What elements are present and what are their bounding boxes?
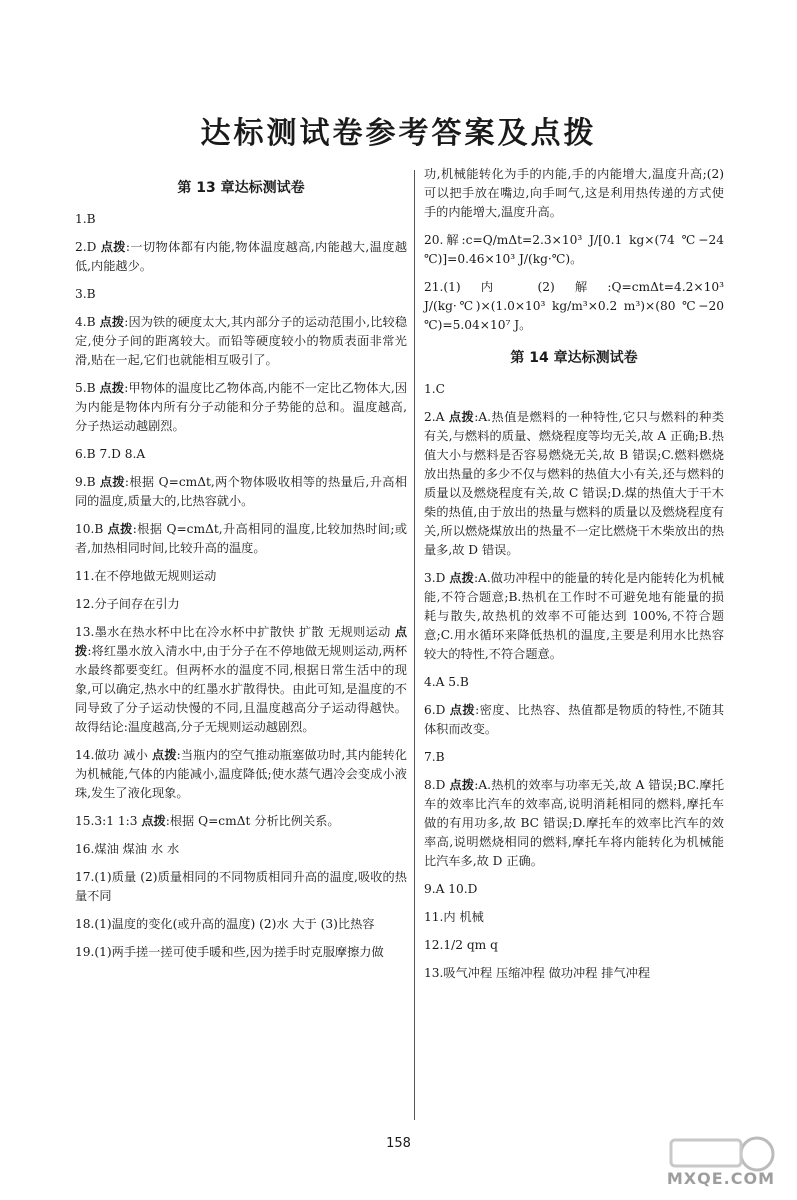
answer-item: [75, 943, 407, 962]
right-column: [424, 165, 724, 992]
answer-text: :密度、比热容、热值都是物质的特性,不随其体积而改变。: [424, 703, 725, 736]
answer-number: 18.(1)温度的变化(或升高的温度) (2)水 大于 (3)比热容: [75, 917, 375, 931]
continuation-text: 功,机械能转化为手的内能,手的内能增大,温度升高;(2)可以把手放在嘴边,向手呵气,这是利用热传递的方式使手的内能增大,温度升高。: [424, 167, 724, 219]
answer-item: [75, 445, 407, 464]
hint-label: 点拨: [448, 410, 475, 424]
answer-number: 6.D: [424, 703, 446, 717]
answer-item: [75, 567, 407, 586]
answer-text: 解:c=Q/mΔt=2.3×10³ J/[0.1 kg×(74 ℃−24 ℃)]=0.46×10³ J/(kg·℃)。: [424, 233, 724, 266]
answer-item: [75, 840, 407, 859]
answer-item: [424, 278, 724, 335]
answer-number: 17.(1)质量 (2)质量相同的不同物质相同升高的温度,吸收的热量不同: [75, 870, 407, 903]
answer-item: [75, 746, 407, 803]
answer-item: [424, 380, 724, 399]
answer-number: 11.在不停地做无规则运动: [75, 569, 217, 583]
answer-number: 12.分子间存在引力: [75, 597, 180, 611]
answer-number: 3.B: [75, 287, 96, 301]
answer-number: 4.A 5.B: [424, 675, 469, 689]
answer-number: 2.D: [75, 240, 97, 254]
answer-text: :甲物体的温度比乙物体高,内能不一定比乙物体大,因为内能是物体内所有分子动能和分子势能的总和。温度越高,分子热运动越剧烈。: [75, 381, 408, 433]
answer-text: :根据 Q=cmΔt,升高相同的温度,比较加热时间;或者,加热相同时间,比较升高的温度。: [75, 522, 408, 555]
page-title: 达标测试卷参考答案及点拨: [200, 116, 597, 151]
answer-item: [75, 868, 407, 906]
watermark-text: MXQE.COM: [666, 1169, 775, 1188]
answer-item: [424, 231, 724, 269]
hint-label: 点拨: [151, 748, 177, 762]
watermark-logo: [661, 1132, 781, 1192]
answer-text: :一切物体都有内能,物体温度越高,内能越大,温度越低,内能越少。: [75, 240, 408, 273]
answer-text: :A.热机的效率与功率无关,故 A 错误;BC.摩托车的效率比汽车的效率高,说明消耗相同的燃料,摩托车做的有用功多,故 BC 错误;D.摩托车的效率比汽车的效率高,说明燃烧相同的燃料,摩托车将内能转化为机械能比汽车多,故 D 正确。: [424, 778, 725, 868]
answer-text: :将红墨水放入清水中,由于分子在不停地做无规则运动,两杯水最终都要变红。但两杯水的温度不同,根据日常生活中的现象,可以确定,热水中的红墨水扩散得快。由此可知,是温度的不同导致了分子运动快慢的不同,且温度越高分子运动得越快。故得结论:温度越高,分子无规则运动越剧烈。: [75, 644, 408, 734]
hint-label: 点拨: [449, 778, 475, 792]
answer-text: (1)内 (2)解:Q=cmΔt=4.2×10³ J/(kg·℃)×(1.0×10³ kg/m³×0.2 m³)×(80 ℃−20 ℃)=5.04×10⁷ J。: [424, 280, 724, 332]
answer-number: 21.: [424, 280, 444, 294]
answer-text: :A.做功冲程中的能量的转化是内能转化为机械能,不符合题意;B.热机在工作时不可避免地有能量的损耗与散失,故热机的效率不可能达到 100%,不符合题意;C.用水循环来降低热机的温度,主要是利用水比热容较大的特性,不符合题意。: [424, 571, 724, 661]
answer-item: [424, 936, 724, 955]
hint-label: 点拨: [75, 625, 408, 658]
answer-item: [424, 569, 724, 664]
answer-number: 6.B 7.D 8.A: [75, 447, 146, 461]
left-answer-list: [75, 210, 407, 962]
answer-item: [424, 408, 724, 560]
answer-item: [75, 595, 407, 614]
answer-item: [75, 379, 407, 436]
answer-item: [424, 673, 724, 692]
answer-item: [75, 210, 407, 229]
hint-label: 点拨: [100, 240, 126, 254]
answer-item: [75, 285, 407, 304]
chapter-heading-13: 第 13 章达标测试卷: [177, 180, 305, 196]
answer-text: :A.热值是燃料的一种特性,它只与燃料的种类有关,与燃料的质量、燃烧程度等均无关,故 A 正确;B.热值大小与燃料是否容易燃烧无关,故 B 错误;C.燃料燃烧放出热量的多少不仅与燃料的热值大小有关,还与燃料的质量以及燃烧程度有关,故 C 错误;D.煤的热值大于干木柴的热值,由于放出的热量与燃料的质量以及燃烧程度有关,所以燃烧煤放出的热量不一定比燃烧干木柴放出的热量多,故 D 错误。: [424, 410, 725, 557]
answer-number: 19.(1)两手搓一搓可使手暖和些,因为搓手时克服摩擦力做: [75, 945, 384, 959]
answer-item: [424, 880, 724, 899]
answer-number: 13.吸气冲程 压缩冲程 做功冲程 排气冲程: [424, 966, 651, 980]
hint-label: 点拨: [99, 381, 125, 395]
answer-number: 13.墨水在热水杯中比在冷水杯中扩散快 扩散 无规则运动: [75, 625, 391, 639]
answer-text: :当瓶内的空气推动瓶塞做功时,其内能转化为机械能,气体的内能减小,温度降低;使水蒸气遇冷会变成小液珠,发生了液化现象。: [75, 748, 407, 800]
answer-number: 1.B: [75, 212, 96, 226]
answer-item: [75, 623, 407, 737]
answer-item: [75, 812, 407, 831]
answer-number: 9.B: [75, 475, 96, 489]
answer-number: 1.C: [424, 382, 445, 396]
left-column: [75, 175, 407, 971]
answer-number: 2.A: [424, 410, 445, 424]
hint-label: 点拨: [141, 814, 166, 828]
answer-number: 9.A 10.D: [424, 882, 478, 896]
hint-label: 点拨: [449, 571, 474, 585]
answer-number: 3.D: [424, 571, 446, 585]
answer-number: 12.: [424, 938, 444, 952]
answer-text: :因为铁的硬度太大,其内部分子的运动范围小,比较稳定,使分子间的距离较大。而铅等硬度较小的物质表面非常光滑,贴在一起,它们也就能相互吸引了。: [75, 315, 408, 367]
answer-number: 15.3:1 1:3: [75, 814, 138, 828]
page-number: 158: [386, 1136, 411, 1151]
hint-label: 点拨: [99, 315, 125, 329]
answer-number: 5.B: [75, 381, 96, 395]
answer-item: [75, 313, 407, 370]
answer-item: [424, 776, 724, 871]
answer-number: 20.: [424, 233, 444, 247]
answer-number: 4.B: [75, 315, 96, 329]
answer-number: 8.D: [424, 778, 446, 792]
answer-number: 16.煤油 煤油 水 水: [75, 842, 180, 856]
answer-number: 10.B: [75, 522, 104, 536]
right-top-answer-list: [424, 231, 724, 335]
right-answer-list: [424, 380, 724, 983]
hint-label: 点拨: [449, 703, 476, 717]
answer-text: :根据 Q=cmΔt,两个物体吸收相等的热量后,升高相同的温度,质量大的,比热容就小。: [75, 475, 408, 508]
answer-item: [424, 908, 724, 927]
chapter-heading-14: 第 14 章达标测试卷: [510, 350, 638, 366]
answer-item: [75, 520, 407, 558]
answer-item: [75, 473, 407, 511]
column-divider: [414, 170, 415, 1120]
answer-item: [424, 964, 724, 983]
hint-label: 点拨: [99, 475, 125, 489]
answer-number: 7.B: [424, 750, 445, 764]
answer-item: [424, 748, 724, 767]
answer-item: [424, 701, 724, 739]
answer-number: 11.内 机械: [424, 910, 484, 924]
hint-label: 点拨: [107, 522, 133, 536]
answer-item: [75, 915, 407, 934]
answer-item: [75, 238, 407, 276]
answer-text: 1/2 qm q: [443, 938, 498, 952]
answer-number: 14.做功 减小: [75, 748, 148, 762]
answer-text: :根据 Q=cmΔt 分析比例关系。: [165, 814, 340, 828]
